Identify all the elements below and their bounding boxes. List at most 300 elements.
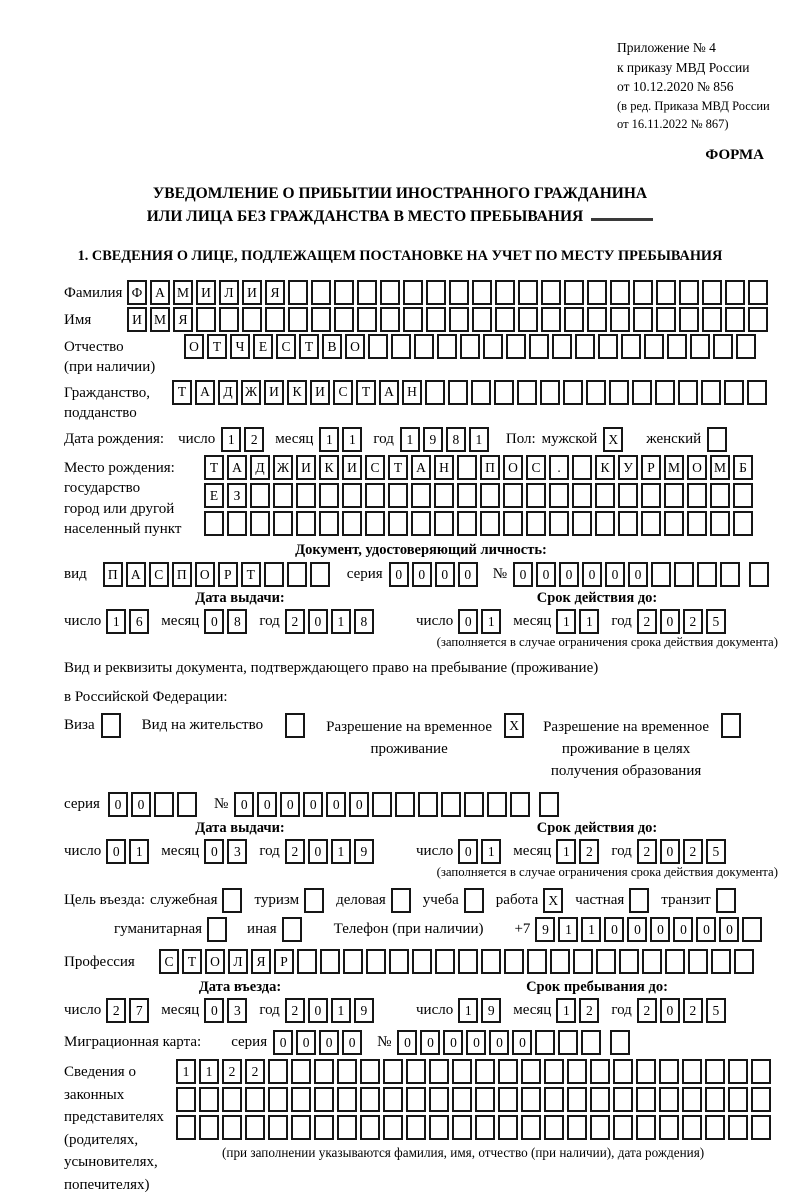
char-cell[interactable] <box>219 307 239 332</box>
char-cell[interactable] <box>674 562 694 587</box>
char-cell[interactable] <box>273 483 293 508</box>
char-cell[interactable]: И <box>342 455 362 480</box>
char-cell[interactable] <box>222 1087 242 1112</box>
char-cell[interactable] <box>291 1087 311 1112</box>
char-cell[interactable]: X <box>504 713 524 738</box>
char-cell[interactable]: 0 <box>204 839 224 864</box>
char-cell[interactable] <box>425 380 445 405</box>
char-cell[interactable] <box>435 949 455 974</box>
char-cell[interactable]: 1 <box>579 609 599 634</box>
char-cell[interactable]: Ф <box>127 280 147 305</box>
char-cell[interactable]: 3 <box>227 998 247 1023</box>
char-cell[interactable]: 2 <box>683 998 703 1023</box>
char-cell[interactable]: 0 <box>512 1030 532 1055</box>
char-cell[interactable]: З <box>227 483 247 508</box>
char-cell[interactable]: 2 <box>579 839 599 864</box>
char-cell[interactable] <box>199 1115 219 1140</box>
char-cell[interactable] <box>481 949 501 974</box>
char-cell[interactable] <box>690 334 710 359</box>
char-cell[interactable] <box>383 1087 403 1112</box>
char-cell[interactable]: П <box>103 562 123 587</box>
char-cell[interactable] <box>665 949 685 974</box>
char-cell[interactable] <box>618 511 638 536</box>
char-cell[interactable] <box>265 307 285 332</box>
char-cell[interactable] <box>360 1087 380 1112</box>
char-cell[interactable]: 0 <box>559 562 579 587</box>
char-cell[interactable]: М <box>173 280 193 305</box>
char-cell[interactable]: 2 <box>637 609 657 634</box>
char-cell[interactable]: А <box>150 280 170 305</box>
char-cell[interactable] <box>720 562 740 587</box>
char-cell[interactable] <box>733 483 753 508</box>
char-cell[interactable] <box>682 1059 702 1084</box>
char-cell[interactable]: М <box>150 307 170 332</box>
char-cell[interactable] <box>199 1087 219 1112</box>
char-cell[interactable] <box>510 792 530 817</box>
char-cell[interactable]: Т <box>299 334 319 359</box>
char-cell[interactable] <box>567 1115 587 1140</box>
char-cell[interactable] <box>701 380 721 405</box>
char-cell[interactable]: 0 <box>513 562 533 587</box>
char-cell[interactable] <box>710 511 730 536</box>
char-cell[interactable]: 3 <box>227 839 247 864</box>
char-cell[interactable] <box>457 455 477 480</box>
char-cell[interactable] <box>518 307 538 332</box>
char-cell[interactable] <box>629 888 649 913</box>
char-cell[interactable]: И <box>296 455 316 480</box>
char-cell[interactable] <box>586 380 606 405</box>
char-cell[interactable]: 2 <box>683 839 703 864</box>
char-cell[interactable] <box>540 380 560 405</box>
char-cell[interactable] <box>475 1087 495 1112</box>
char-cell[interactable] <box>564 280 584 305</box>
char-cell[interactable] <box>702 280 722 305</box>
char-cell[interactable]: С <box>526 455 546 480</box>
char-cell[interactable] <box>678 380 698 405</box>
char-cell[interactable] <box>572 455 592 480</box>
char-cell[interactable]: С <box>276 334 296 359</box>
char-cell[interactable] <box>679 280 699 305</box>
char-cell[interactable] <box>751 1115 771 1140</box>
char-cell[interactable]: X <box>603 427 623 452</box>
char-cell[interactable] <box>742 917 762 942</box>
char-cell[interactable] <box>403 280 423 305</box>
char-cell[interactable]: А <box>126 562 146 587</box>
char-cell[interactable] <box>457 483 477 508</box>
char-cell[interactable]: Л <box>228 949 248 974</box>
char-cell[interactable] <box>705 1059 725 1084</box>
char-cell[interactable] <box>320 949 340 974</box>
char-cell[interactable] <box>291 1115 311 1140</box>
char-cell[interactable] <box>368 334 388 359</box>
char-cell[interactable]: 0 <box>604 917 624 942</box>
char-cell[interactable]: 5 <box>706 839 726 864</box>
char-cell[interactable] <box>517 380 537 405</box>
char-cell[interactable] <box>264 562 284 587</box>
char-cell[interactable] <box>552 334 572 359</box>
char-cell[interactable] <box>656 280 676 305</box>
char-cell[interactable]: 7 <box>129 998 149 1023</box>
char-cell[interactable] <box>411 483 431 508</box>
char-cell[interactable] <box>656 307 676 332</box>
char-cell[interactable]: 2 <box>285 609 305 634</box>
char-cell[interactable]: 1 <box>556 609 576 634</box>
char-cell[interactable] <box>372 792 392 817</box>
char-cell[interactable] <box>573 949 593 974</box>
char-cell[interactable]: 2 <box>285 998 305 1023</box>
char-cell[interactable] <box>242 307 262 332</box>
char-cell[interactable]: 1 <box>581 917 601 942</box>
char-cell[interactable] <box>609 380 629 405</box>
char-cell[interactable]: К <box>595 455 615 480</box>
char-cell[interactable] <box>664 511 684 536</box>
char-cell[interactable] <box>457 511 477 536</box>
char-cell[interactable]: Я <box>251 949 271 974</box>
char-cell[interactable] <box>176 1087 196 1112</box>
char-cell[interactable]: 0 <box>108 792 128 817</box>
char-cell[interactable]: 0 <box>443 1030 463 1055</box>
char-cell[interactable] <box>304 888 324 913</box>
char-cell[interactable] <box>227 511 247 536</box>
char-cell[interactable] <box>506 334 526 359</box>
char-cell[interactable]: К <box>319 455 339 480</box>
char-cell[interactable] <box>380 280 400 305</box>
char-cell[interactable] <box>587 307 607 332</box>
char-cell[interactable]: У <box>618 455 638 480</box>
char-cell[interactable] <box>610 307 630 332</box>
char-cell[interactable] <box>311 280 331 305</box>
char-cell[interactable] <box>250 511 270 536</box>
char-cell[interactable] <box>406 1115 426 1140</box>
char-cell[interactable]: 9 <box>423 427 443 452</box>
char-cell[interactable] <box>567 1059 587 1084</box>
char-cell[interactable]: 0 <box>458 839 478 864</box>
char-cell[interactable]: 1 <box>331 998 351 1023</box>
char-cell[interactable] <box>285 713 305 738</box>
char-cell[interactable] <box>268 1115 288 1140</box>
char-cell[interactable]: 1 <box>319 427 339 452</box>
char-cell[interactable] <box>458 949 478 974</box>
char-cell[interactable]: Н <box>434 455 454 480</box>
char-cell[interactable] <box>527 949 547 974</box>
char-cell[interactable] <box>725 280 745 305</box>
char-cell[interactable]: Б <box>733 455 753 480</box>
char-cell[interactable]: 0 <box>296 1030 316 1055</box>
char-cell[interactable] <box>636 1115 656 1140</box>
char-cell[interactable]: К <box>287 380 307 405</box>
char-cell[interactable]: 9 <box>481 998 501 1023</box>
char-cell[interactable]: 0 <box>660 839 680 864</box>
char-cell[interactable]: 5 <box>706 609 726 634</box>
char-cell[interactable]: И <box>242 280 262 305</box>
char-cell[interactable] <box>541 307 561 332</box>
char-cell[interactable]: 6 <box>129 609 149 634</box>
char-cell[interactable]: Д <box>218 380 238 405</box>
char-cell[interactable]: 2 <box>579 998 599 1023</box>
char-cell[interactable] <box>618 483 638 508</box>
char-cell[interactable] <box>705 1115 725 1140</box>
char-cell[interactable] <box>751 1087 771 1112</box>
char-cell[interactable] <box>414 334 434 359</box>
char-cell[interactable] <box>549 483 569 508</box>
char-cell[interactable]: 1 <box>199 1059 219 1084</box>
char-cell[interactable]: Е <box>204 483 224 508</box>
char-cell[interactable]: 0 <box>719 917 739 942</box>
char-cell[interactable]: М <box>664 455 684 480</box>
char-cell[interactable]: 0 <box>303 792 323 817</box>
char-cell[interactable] <box>590 1115 610 1140</box>
char-cell[interactable]: 1 <box>221 427 241 452</box>
char-cell[interactable]: 0 <box>273 1030 293 1055</box>
char-cell[interactable]: 0 <box>627 917 647 942</box>
char-cell[interactable] <box>483 334 503 359</box>
char-cell[interactable] <box>659 1115 679 1140</box>
char-cell[interactable] <box>437 334 457 359</box>
char-cell[interactable] <box>311 307 331 332</box>
char-cell[interactable] <box>498 1087 518 1112</box>
char-cell[interactable] <box>687 511 707 536</box>
char-cell[interactable]: 1 <box>176 1059 196 1084</box>
char-cell[interactable]: А <box>195 380 215 405</box>
char-cell[interactable] <box>748 307 768 332</box>
char-cell[interactable]: 0 <box>280 792 300 817</box>
char-cell[interactable] <box>101 713 121 738</box>
char-cell[interactable] <box>310 562 330 587</box>
char-cell[interactable]: Т <box>204 455 224 480</box>
char-cell[interactable]: О <box>345 334 365 359</box>
char-cell[interactable] <box>659 1087 679 1112</box>
char-cell[interactable]: 8 <box>446 427 466 452</box>
char-cell[interactable] <box>418 792 438 817</box>
char-cell[interactable]: 0 <box>582 562 602 587</box>
char-cell[interactable] <box>667 334 687 359</box>
char-cell[interactable] <box>403 307 423 332</box>
char-cell[interactable]: О <box>687 455 707 480</box>
char-cell[interactable] <box>550 949 570 974</box>
char-cell[interactable] <box>288 280 308 305</box>
char-cell[interactable] <box>452 1059 472 1084</box>
char-cell[interactable] <box>177 792 197 817</box>
char-cell[interactable]: 0 <box>435 562 455 587</box>
char-cell[interactable]: X <box>543 888 563 913</box>
char-cell[interactable] <box>412 949 432 974</box>
char-cell[interactable] <box>644 334 664 359</box>
char-cell[interactable]: 0 <box>319 1030 339 1055</box>
char-cell[interactable] <box>549 511 569 536</box>
char-cell[interactable] <box>487 792 507 817</box>
char-cell[interactable] <box>357 307 377 332</box>
char-cell[interactable] <box>734 949 754 974</box>
char-cell[interactable]: В <box>322 334 342 359</box>
char-cell[interactable]: Т <box>241 562 261 587</box>
char-cell[interactable] <box>388 511 408 536</box>
char-cell[interactable]: Ж <box>241 380 261 405</box>
char-cell[interactable] <box>426 280 446 305</box>
char-cell[interactable] <box>449 280 469 305</box>
char-cell[interactable]: А <box>411 455 431 480</box>
char-cell[interactable] <box>245 1115 265 1140</box>
char-cell[interactable]: С <box>149 562 169 587</box>
char-cell[interactable] <box>383 1115 403 1140</box>
char-cell[interactable] <box>406 1087 426 1112</box>
char-cell[interactable] <box>448 380 468 405</box>
char-cell[interactable] <box>595 511 615 536</box>
char-cell[interactable]: 2 <box>285 839 305 864</box>
char-cell[interactable] <box>449 307 469 332</box>
char-cell[interactable] <box>641 511 661 536</box>
char-cell[interactable] <box>529 334 549 359</box>
char-cell[interactable]: 1 <box>458 998 478 1023</box>
char-cell[interactable] <box>659 1059 679 1084</box>
char-cell[interactable] <box>319 483 339 508</box>
char-cell[interactable]: 9 <box>535 917 555 942</box>
char-cell[interactable] <box>590 1059 610 1084</box>
char-cell[interactable]: Н <box>402 380 422 405</box>
char-cell[interactable] <box>697 562 717 587</box>
char-cell[interactable]: О <box>205 949 225 974</box>
char-cell[interactable] <box>572 511 592 536</box>
char-cell[interactable] <box>464 792 484 817</box>
char-cell[interactable] <box>365 511 385 536</box>
char-cell[interactable]: 9 <box>354 839 374 864</box>
char-cell[interactable]: С <box>333 380 353 405</box>
char-cell[interactable] <box>651 562 671 587</box>
char-cell[interactable]: 1 <box>556 839 576 864</box>
char-cell[interactable]: 8 <box>354 609 374 634</box>
char-cell[interactable] <box>749 562 769 587</box>
char-cell[interactable]: 0 <box>234 792 254 817</box>
char-cell[interactable] <box>380 307 400 332</box>
char-cell[interactable] <box>296 483 316 508</box>
char-cell[interactable]: 0 <box>326 792 346 817</box>
char-cell[interactable] <box>429 1115 449 1140</box>
char-cell[interactable] <box>268 1087 288 1112</box>
char-cell[interactable] <box>716 888 736 913</box>
char-cell[interactable]: 0 <box>536 562 556 587</box>
char-cell[interactable]: Д <box>250 455 270 480</box>
char-cell[interactable] <box>572 483 592 508</box>
char-cell[interactable] <box>541 280 561 305</box>
char-cell[interactable] <box>472 307 492 332</box>
char-cell[interactable] <box>494 380 514 405</box>
char-cell[interactable]: 0 <box>308 998 328 1023</box>
char-cell[interactable] <box>544 1115 564 1140</box>
char-cell[interactable]: 8 <box>227 609 247 634</box>
char-cell[interactable] <box>460 334 480 359</box>
char-cell[interactable] <box>521 1087 541 1112</box>
char-cell[interactable] <box>391 334 411 359</box>
char-cell[interactable] <box>314 1059 334 1084</box>
char-cell[interactable] <box>567 1087 587 1112</box>
char-cell[interactable] <box>426 307 446 332</box>
char-cell[interactable]: 2 <box>683 609 703 634</box>
char-cell[interactable] <box>751 1059 771 1084</box>
char-cell[interactable]: 0 <box>660 998 680 1023</box>
char-cell[interactable] <box>575 334 595 359</box>
char-cell[interactable] <box>441 792 461 817</box>
char-cell[interactable]: 0 <box>650 917 670 942</box>
char-cell[interactable] <box>296 511 316 536</box>
char-cell[interactable] <box>475 1115 495 1140</box>
char-cell[interactable] <box>222 888 242 913</box>
char-cell[interactable] <box>613 1059 633 1084</box>
char-cell[interactable]: Л <box>219 280 239 305</box>
char-cell[interactable]: 1 <box>469 427 489 452</box>
char-cell[interactable] <box>388 483 408 508</box>
char-cell[interactable] <box>664 483 684 508</box>
char-cell[interactable] <box>429 1059 449 1084</box>
char-cell[interactable] <box>287 562 307 587</box>
char-cell[interactable] <box>544 1059 564 1084</box>
char-cell[interactable] <box>204 511 224 536</box>
char-cell[interactable]: О <box>195 562 215 587</box>
char-cell[interactable] <box>360 1059 380 1084</box>
char-cell[interactable]: 0 <box>628 562 648 587</box>
char-cell[interactable] <box>357 280 377 305</box>
char-cell[interactable] <box>343 949 363 974</box>
char-cell[interactable] <box>406 1059 426 1084</box>
char-cell[interactable] <box>464 888 484 913</box>
char-cell[interactable] <box>711 949 731 974</box>
char-cell[interactable]: П <box>480 455 500 480</box>
char-cell[interactable] <box>736 334 756 359</box>
char-cell[interactable]: 9 <box>354 998 374 1023</box>
char-cell[interactable] <box>319 511 339 536</box>
char-cell[interactable] <box>314 1115 334 1140</box>
char-cell[interactable] <box>713 334 733 359</box>
char-cell[interactable]: Ж <box>273 455 293 480</box>
char-cell[interactable] <box>334 280 354 305</box>
char-cell[interactable] <box>282 917 302 942</box>
char-cell[interactable]: П <box>172 562 192 587</box>
char-cell[interactable]: 0 <box>605 562 625 587</box>
char-cell[interactable] <box>521 1059 541 1084</box>
char-cell[interactable] <box>297 949 317 974</box>
char-cell[interactable] <box>598 334 618 359</box>
char-cell[interactable]: 0 <box>308 839 328 864</box>
char-cell[interactable] <box>633 280 653 305</box>
char-cell[interactable]: 1 <box>400 427 420 452</box>
char-cell[interactable] <box>452 1087 472 1112</box>
char-cell[interactable]: 0 <box>673 917 693 942</box>
char-cell[interactable]: 2 <box>637 839 657 864</box>
char-cell[interactable]: Я <box>265 280 285 305</box>
char-cell[interactable]: О <box>184 334 204 359</box>
char-cell[interactable] <box>702 307 722 332</box>
char-cell[interactable] <box>688 949 708 974</box>
char-cell[interactable] <box>480 511 500 536</box>
char-cell[interactable] <box>207 917 227 942</box>
char-cell[interactable] <box>472 280 492 305</box>
char-cell[interactable]: 1 <box>129 839 149 864</box>
char-cell[interactable]: Я <box>173 307 193 332</box>
char-cell[interactable] <box>587 280 607 305</box>
char-cell[interactable] <box>636 1087 656 1112</box>
char-cell[interactable]: 2 <box>244 427 264 452</box>
char-cell[interactable] <box>632 380 652 405</box>
char-cell[interactable]: О <box>503 455 523 480</box>
char-cell[interactable]: Е <box>253 334 273 359</box>
char-cell[interactable]: 2 <box>106 998 126 1023</box>
char-cell[interactable] <box>518 280 538 305</box>
char-cell[interactable] <box>707 427 727 452</box>
char-cell[interactable]: 0 <box>342 1030 362 1055</box>
char-cell[interactable] <box>337 1059 357 1084</box>
char-cell[interactable] <box>360 1115 380 1140</box>
char-cell[interactable] <box>733 511 753 536</box>
char-cell[interactable] <box>503 511 523 536</box>
char-cell[interactable] <box>748 280 768 305</box>
